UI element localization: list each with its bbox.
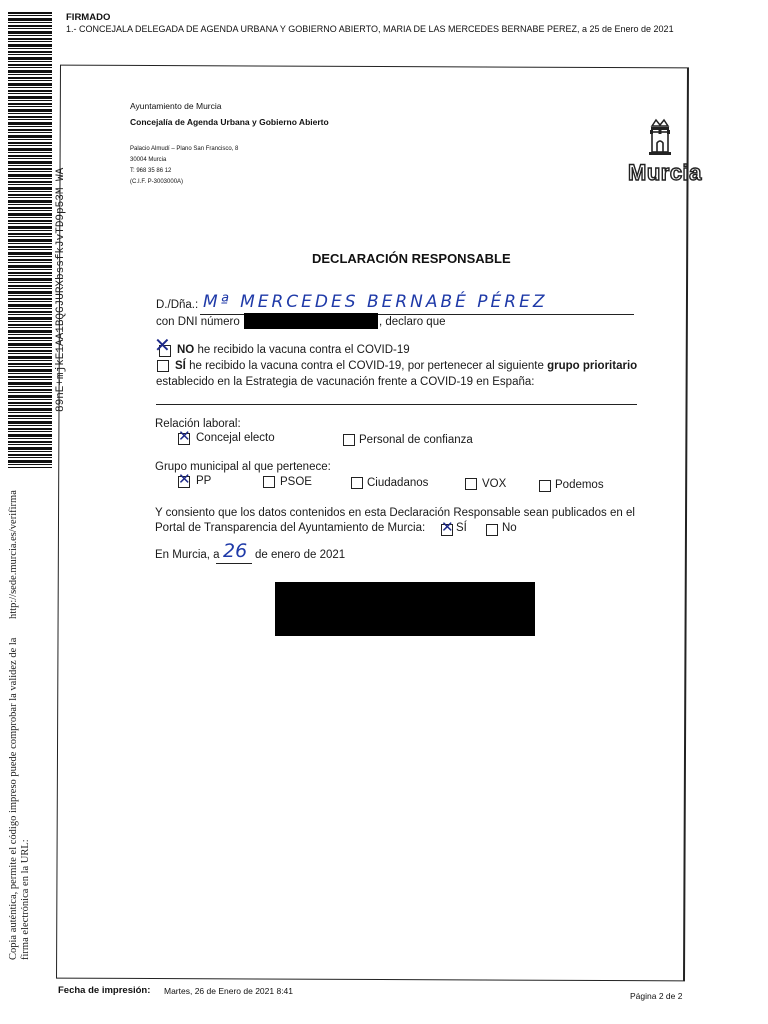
consent-no-label: No: [502, 522, 517, 534]
yes-vaccine-bold: SÍ: [175, 360, 186, 372]
concejal-electo-check-mark: ✕: [178, 428, 191, 445]
date-day-handwritten: 26: [223, 540, 248, 562]
verification-note-text: Copia auténtica, permite el código impreso puede comprobar la validez de la firma electrónica en la URL:: [8, 637, 31, 960]
org-name: Ayuntamiento de Murcia: [130, 101, 222, 111]
priority-group-underline: [156, 404, 637, 405]
personal-confianza-label: Personal de confianza: [359, 434, 473, 446]
priority-group-label: grupo prioritario: [547, 360, 638, 372]
dni-label: con DNI número: [156, 316, 240, 328]
consent-line2: Portal de Transparencia del Ayuntamiento de Murcia:: [155, 522, 426, 534]
dni-suffix: , declaro que: [379, 316, 446, 328]
yes-vaccine-checkbox[interactable]: [157, 360, 169, 372]
date-prefix: En Murcia, a: [155, 549, 220, 561]
consent-line1: Y consiento que los datos contenidos en esta Declaración Responsable sean publicados en el: [155, 507, 635, 519]
concejal-electo-label: Concejal electo: [196, 432, 275, 444]
page-number: Página 2 de 2: [630, 991, 683, 1001]
barcode-code: 89nE+mjkE1AA1BQGJURXbssfkJvTD9p53M-WA: [55, 167, 67, 413]
psoe-checkbox[interactable]: [263, 476, 275, 488]
no-vaccine-check-mark: ✕: [154, 335, 171, 357]
no-vaccine-text: [177, 344, 410, 356]
dni-redaction: [244, 313, 378, 329]
signature-line: 1.- CONCEJALA DELEGADA DE AGENDA URBANA Y GOBIERNO ABIERTO, MARIA DE LAS MERCEDES BERNABE PEREZ, a 25 de Enero de 2021: [66, 24, 674, 34]
print-date-value: Martes, 26 de Enero de 2021 8:41: [164, 986, 294, 996]
verification-note: [8, 490, 36, 960]
ciudadanos-label: Ciudadanos: [367, 477, 429, 489]
org-cif: (C.I.F. P-3003000A): [130, 179, 184, 185]
consent-yes-check-mark: ✕: [441, 519, 454, 536]
org-phone: T: 968 35 86 12: [130, 168, 172, 174]
relation-label: Relación laboral:: [155, 418, 241, 430]
signature-label: FIRMADO: [66, 12, 111, 23]
signature-redaction: [275, 582, 535, 636]
document-title: DECLARACIÓN RESPONSABLE: [312, 251, 511, 266]
yes-vaccine-label: he recibido la vacuna contra el COVID-19, por pertenecer al siguiente: [189, 360, 544, 372]
pp-label: PP: [196, 475, 212, 487]
yes-vaccine-text: [175, 360, 637, 372]
ciudadanos-checkbox[interactable]: [351, 477, 363, 489]
psoe-label: PSOE: [280, 476, 312, 488]
name-label: D./Dña.:: [156, 299, 199, 311]
org-department: Concejalía de Agenda Urbana y Gobierno Abierto: [130, 117, 329, 127]
verification-url: http://sede.murcia.es/verifirma: [8, 490, 19, 619]
date-day-underline: [216, 563, 252, 564]
consent-yes-label: SÍ: [456, 522, 467, 534]
yes-vaccine-line2: establecido en la Estrategia de vacunación frente a COVID-19 en España:: [156, 376, 535, 388]
group-label: Grupo municipal al que pertenece:: [155, 461, 331, 473]
personal-confianza-checkbox[interactable]: [343, 434, 355, 446]
org-address: Palacio Almudí – Plano San Francisco, 8: [130, 146, 239, 152]
podemos-checkbox[interactable]: [539, 480, 551, 492]
org-postcode: 30004 Murcia: [130, 157, 167, 163]
print-date-label: Fecha de impresión:: [58, 985, 151, 996]
crown-logo-icon: [646, 116, 674, 158]
date-suffix: de enero de 2021: [255, 549, 346, 561]
murcia-logo-text: Murcia: [628, 160, 702, 185]
consent-no-checkbox[interactable]: [486, 524, 498, 536]
no-vaccine-bold: NO: [177, 344, 195, 356]
vox-checkbox[interactable]: [465, 478, 477, 490]
name-handwritten: Mª MERCEDES BERNABÉ PÉREZ: [203, 292, 548, 312]
pp-check-mark: ✕: [178, 471, 191, 488]
no-vaccine-label: he recibido la vacuna contra el COVID-19: [197, 344, 410, 356]
podemos-label: Podemos: [555, 479, 604, 491]
vox-label: VOX: [482, 478, 507, 490]
